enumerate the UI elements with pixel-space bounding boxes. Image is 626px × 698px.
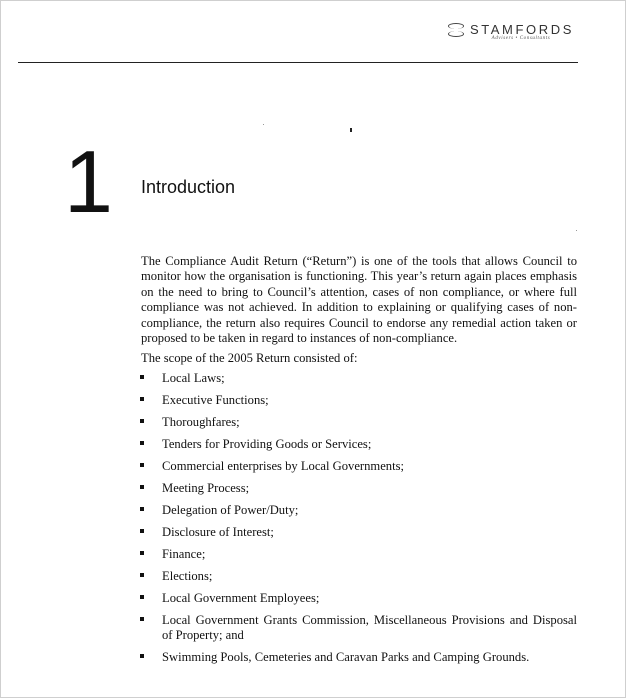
bullet-icon [140,551,144,555]
chapter-title: Introduction [141,177,236,197]
bullet-icon [140,375,144,379]
bullet-icon [140,595,144,599]
scope-item [141,437,577,452]
bullet-icon [140,485,144,489]
scan-speck [576,230,577,231]
scope-item [141,481,577,496]
bullet-icon [140,441,144,445]
bullet-icon [140,617,144,621]
bullet-icon [140,419,144,423]
bullet-icon [140,463,144,467]
scan-speck [350,128,352,132]
scope-item [141,393,577,408]
header-rule [18,62,578,63]
scope-item-text: Delegation of Power/Duty; [162,502,299,517]
bullet-icon [140,507,144,511]
scope-item [141,591,577,606]
scope-list [141,371,577,666]
scope-item [141,569,577,584]
scope-item-text: Meeting Process; [162,480,250,495]
scope-item-text: Local Government Employees; [162,590,320,605]
scope-item [141,459,577,474]
bullet-icon [140,529,144,533]
logo-name: STAMFORDS [469,22,574,37]
scope-intro: The scope of the 2005 Return consisted of: [141,351,358,366]
logo-mark-icon [446,23,466,37]
scope-item [141,503,577,518]
scope-item-text: Local Laws; [162,370,225,385]
scope-item-text: Disclosure of Interest; [162,524,274,539]
scope-item-text: Commercial enterprises by Local Governments; [162,458,405,473]
bullet-icon [140,654,144,658]
scope-item-text: Finance; [162,546,206,561]
scope-item [141,525,577,540]
scope-item-text: Elections; [162,568,213,583]
intro-paragraph: The Compliance Audit Return (“Return”) is one of the tools that allows Council to monitor how the organisation is functioning. This year’s return again places emphasis on the need to bring to Council’s attention, cases of non compliance, or where full compliance was not achieved. In addition to explaining or qualifying cases of non-compliance, the return also requires Council to endorse any remedial action taken or proposed to be taken in regard to instances of non-compliance. [141,254,577,346]
scope-item [141,613,577,644]
scope-item-text: Local Government Grants Commission, Miscellaneous Provisions and Disposal of Property; and [162,612,577,643]
chapter-body [141,254,577,672]
bullet-icon [140,573,144,577]
logo-tagline: Advisers • Consultants [491,36,551,41]
scope-item [141,650,577,665]
scope-item-text: Swimming Pools, Cemeteries and Caravan Parks and Camping Grounds. [162,650,530,665]
scope-item-text: Thoroughfares; [162,414,240,429]
scan-speck [263,124,264,125]
chapter-number: 1 [64,132,113,231]
scope-item [141,371,577,386]
scope-item-text: Tenders for Providing Goods or Services; [162,436,372,451]
scope-item [141,547,577,562]
scope-item [141,415,577,430]
bullet-icon [140,397,144,401]
scope-item-text: Executive Functions; [162,392,269,407]
stamfords-logo [446,22,574,41]
